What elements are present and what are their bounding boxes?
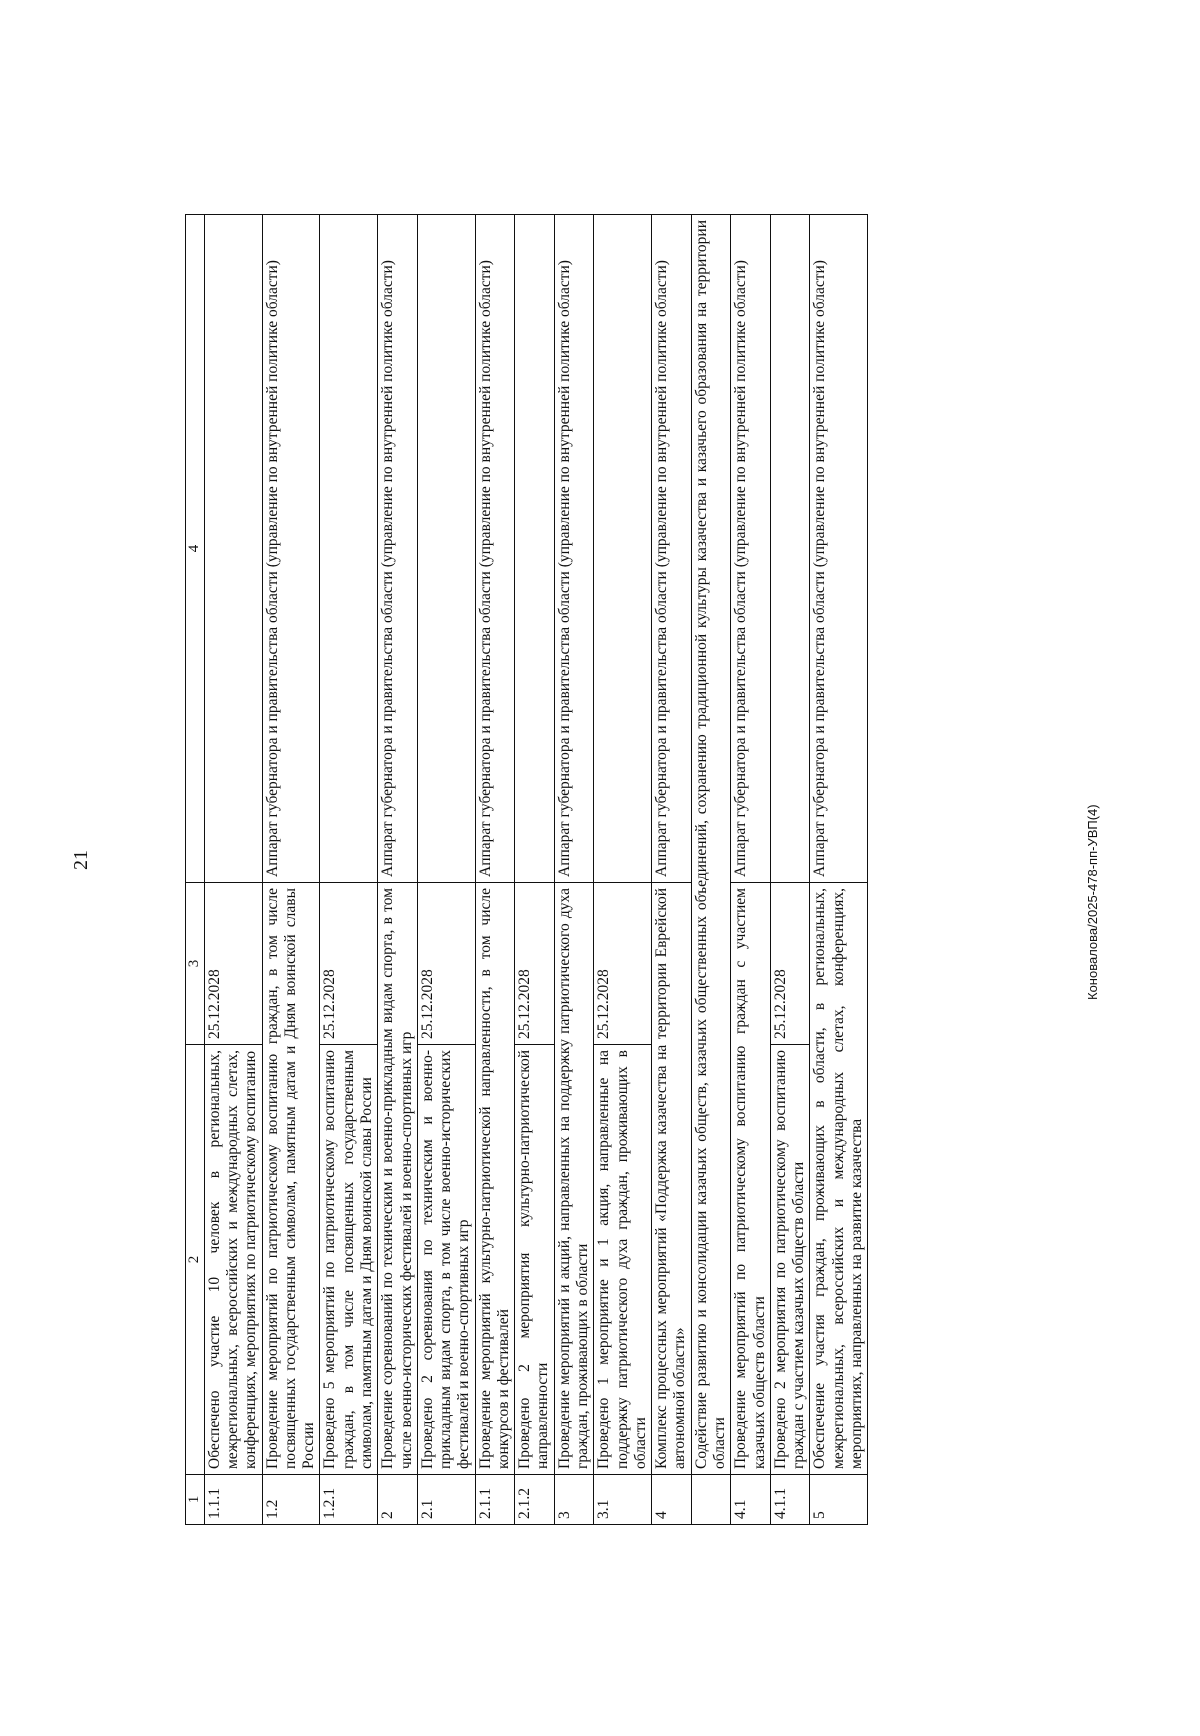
header-cell: 3 (186, 883, 205, 1045)
row-responsible (770, 215, 810, 883)
row-responsible (320, 215, 378, 883)
table-row (262, 215, 320, 1525)
row-result-text: Проведено 1 мероприятие и 1 акция, направленные на поддержку патриотического духа граждан, проживающих в области (594, 1045, 652, 1475)
rotated-table-area (185, 215, 1015, 1525)
row-number: 4.1 (731, 1475, 771, 1525)
footer-code: Коновалова/2025-478-пп-УВП(4) (1085, 804, 1100, 1000)
table-row (652, 215, 692, 1525)
row-number (691, 1475, 731, 1525)
row-responsible: Аппарат губернатора и правительства области (управление по внутренней политике области) (378, 215, 418, 883)
row-task-text: Комплекс процессных мероприятий «Поддержка казачества на территории Еврейской автономной области» (652, 883, 692, 1475)
row-number: 2 (378, 1475, 418, 1525)
table-row (378, 215, 418, 1525)
page-number: 21 (70, 850, 92, 870)
row-responsible: Аппарат губернатора и правительства области (управление по внутренней политике области) (731, 215, 771, 883)
row-task-text: Проведение соревнований по техническим и военно-прикладным видам спорта, в том числе военно-исторических фестивалей и военно-спортивных игр (378, 883, 418, 1475)
table-row (475, 215, 515, 1525)
row-number: 4.1.1 (770, 1475, 810, 1525)
row-number: 1.2.1 (320, 1475, 378, 1525)
row-result-text: Проведено 2 соревнования по техническим и военно-прикладным видам спорта, в том числе военно-исторических фестивалей и военно-спортивных игр (417, 1045, 475, 1475)
row-result-text: Проведено 2 мероприятия по патриотическому воспитанию граждан с участием казачьих обществ области (770, 1045, 810, 1475)
table-row (417, 215, 475, 1525)
row-number: 3 (554, 1475, 594, 1525)
table-row (204, 215, 262, 1525)
row-task-text: Обеспечение участия граждан, проживающих в области, в региональных, межрегиональных, всероссийских и международных слетах, конференциях, мероприятиях, направленных на развитие казачества (810, 883, 868, 1475)
activities-table (185, 214, 868, 1525)
table-row (770, 215, 810, 1525)
table-row (691, 215, 731, 1525)
row-number: 1.1.1 (204, 1475, 262, 1525)
row-deadline: 25.12.2028 (320, 883, 378, 1045)
row-task-text: Проведение мероприятий культурно-патриотической направленности, в том числе конкурсов и фестивалей (475, 883, 515, 1475)
header-cell: 1 (186, 1475, 205, 1525)
row-responsible: Аппарат губернатора и правительства области (управление по внутренней политике области) (554, 215, 594, 883)
row-responsible: Аппарат губернатора и правительства области (управление по внутренней политике области) (475, 215, 515, 883)
row-responsible: Аппарат губернатора и правительства области (управление по внутренней политике области) (810, 215, 868, 883)
row-number: 2.1.1 (475, 1475, 515, 1525)
row-responsible (515, 215, 555, 883)
row-deadline: 25.12.2028 (204, 883, 262, 1045)
row-task-text: Проведение мероприятий по патриотическому воспитанию граждан с участием казачьих обществ области (731, 883, 771, 1475)
row-number: 5 (810, 1475, 868, 1525)
row-deadline: 25.12.2028 (594, 883, 652, 1045)
row-deadline: 25.12.2028 (417, 883, 475, 1045)
row-task-text: Проведение мероприятий и акций, направленных на поддержку патриотического духа граждан, проживающих в области (554, 883, 594, 1475)
table-row (515, 215, 555, 1525)
row-responsible: Аппарат губернатора и правительства области (управление по внутренней политике области) (652, 215, 692, 883)
row-number: 3.1 (594, 1475, 652, 1525)
table-row (320, 215, 378, 1525)
row-responsible (417, 215, 475, 883)
row-task-text: Проведение мероприятий по патриотическому воспитанию граждан, в том числе посвященных государственным символам, памятным датам и Дням воинской славы России (262, 883, 320, 1475)
row-number: 4 (652, 1475, 692, 1525)
table-row (810, 215, 868, 1525)
row-number: 2.1 (417, 1475, 475, 1525)
table-row (594, 215, 652, 1525)
table-row (731, 215, 771, 1525)
row-responsible (204, 215, 262, 883)
row-result-text: Обеспечено участие 10 человек в региональных, межрегиональных, всероссийских и международных слетах, конференциях, мероприятиях по патриотическому воспитанию (204, 1045, 262, 1475)
row-number: 2.1.2 (515, 1475, 555, 1525)
document-footer (1085, 804, 1100, 1000)
row-deadline: 25.12.2028 (770, 883, 810, 1045)
row-result-text: Проведено 5 мероприятий по патриотическому воспитанию граждан, в том числе посвященных государственным символам, памятным датам и Дням воинской славы России (320, 1045, 378, 1475)
row-responsible (594, 215, 652, 883)
row-deadline: 25.12.2028 (515, 883, 555, 1045)
row-number: 1.2 (262, 1475, 320, 1525)
table-row (554, 215, 594, 1525)
header-cell: 4 (186, 215, 205, 883)
row-task-text: Содействие развитию и консолидации казачьих обществ, казачьих общественных объединений, сохранению традиционной культуры казачества и казачьего образования на территории области (691, 215, 731, 1475)
row-responsible: Аппарат губернатора и правительства области (управление по внутренней политике области) (262, 215, 320, 883)
header-row (186, 215, 205, 1525)
header-cell: 2 (186, 1045, 205, 1475)
row-result-text: Проведено 2 мероприятия культурно-патриотической направленности (515, 1045, 555, 1475)
